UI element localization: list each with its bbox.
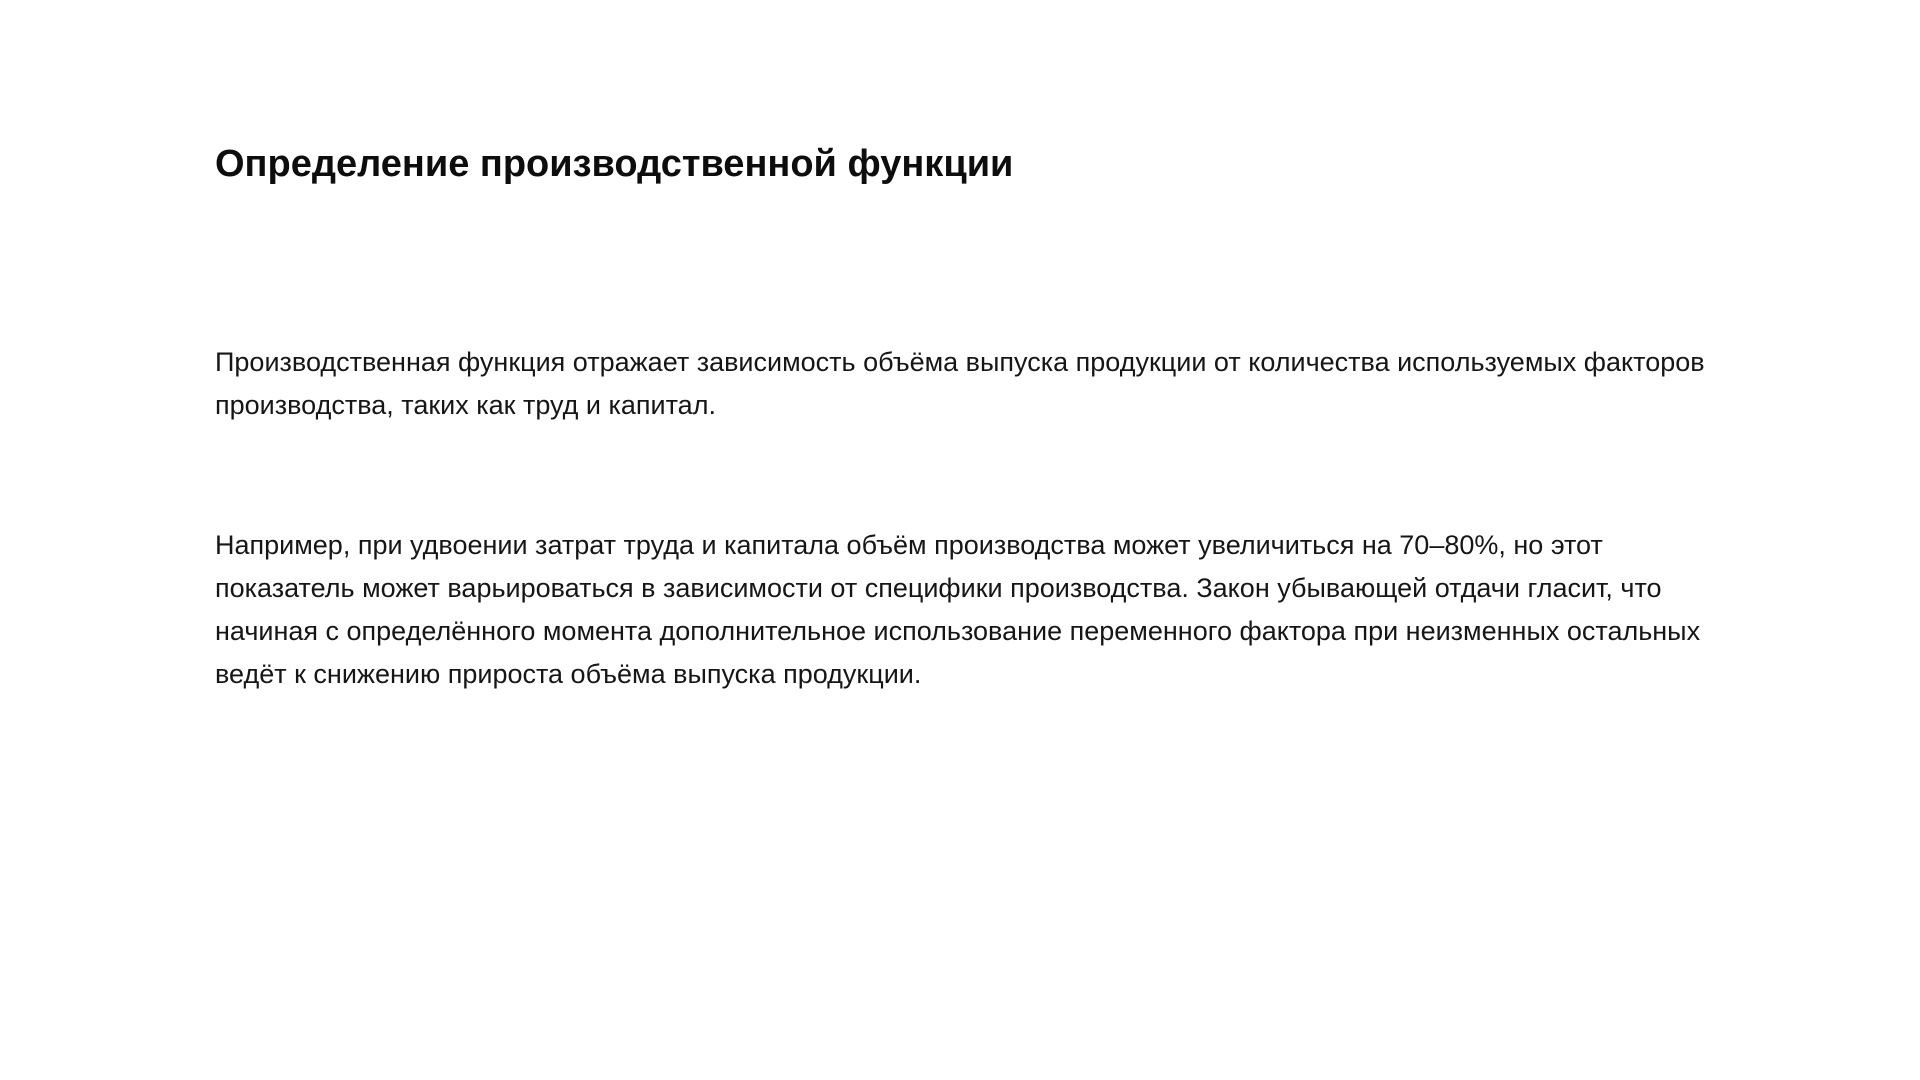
paragraph-definition: Производственная функция отражает зависимость объёма выпуска продукции от количества используемых факторов производства, таких как труд и капитал. <box>215 347 1705 420</box>
slide-title: Определение производственной функции <box>215 143 1014 185</box>
paragraph-example: Например, при удвоении затрат труда и капитала объём производства может увеличиться на 70–80%, но этот показатель может варьироваться в зависимости от специфики производства. Закон убывающей отдачи гласит, что начиная с определённого момента дополнительное использование переменного фактора при неизменных остальных ведёт к снижению прироста объёма выпуска продукции. <box>215 530 1701 689</box>
